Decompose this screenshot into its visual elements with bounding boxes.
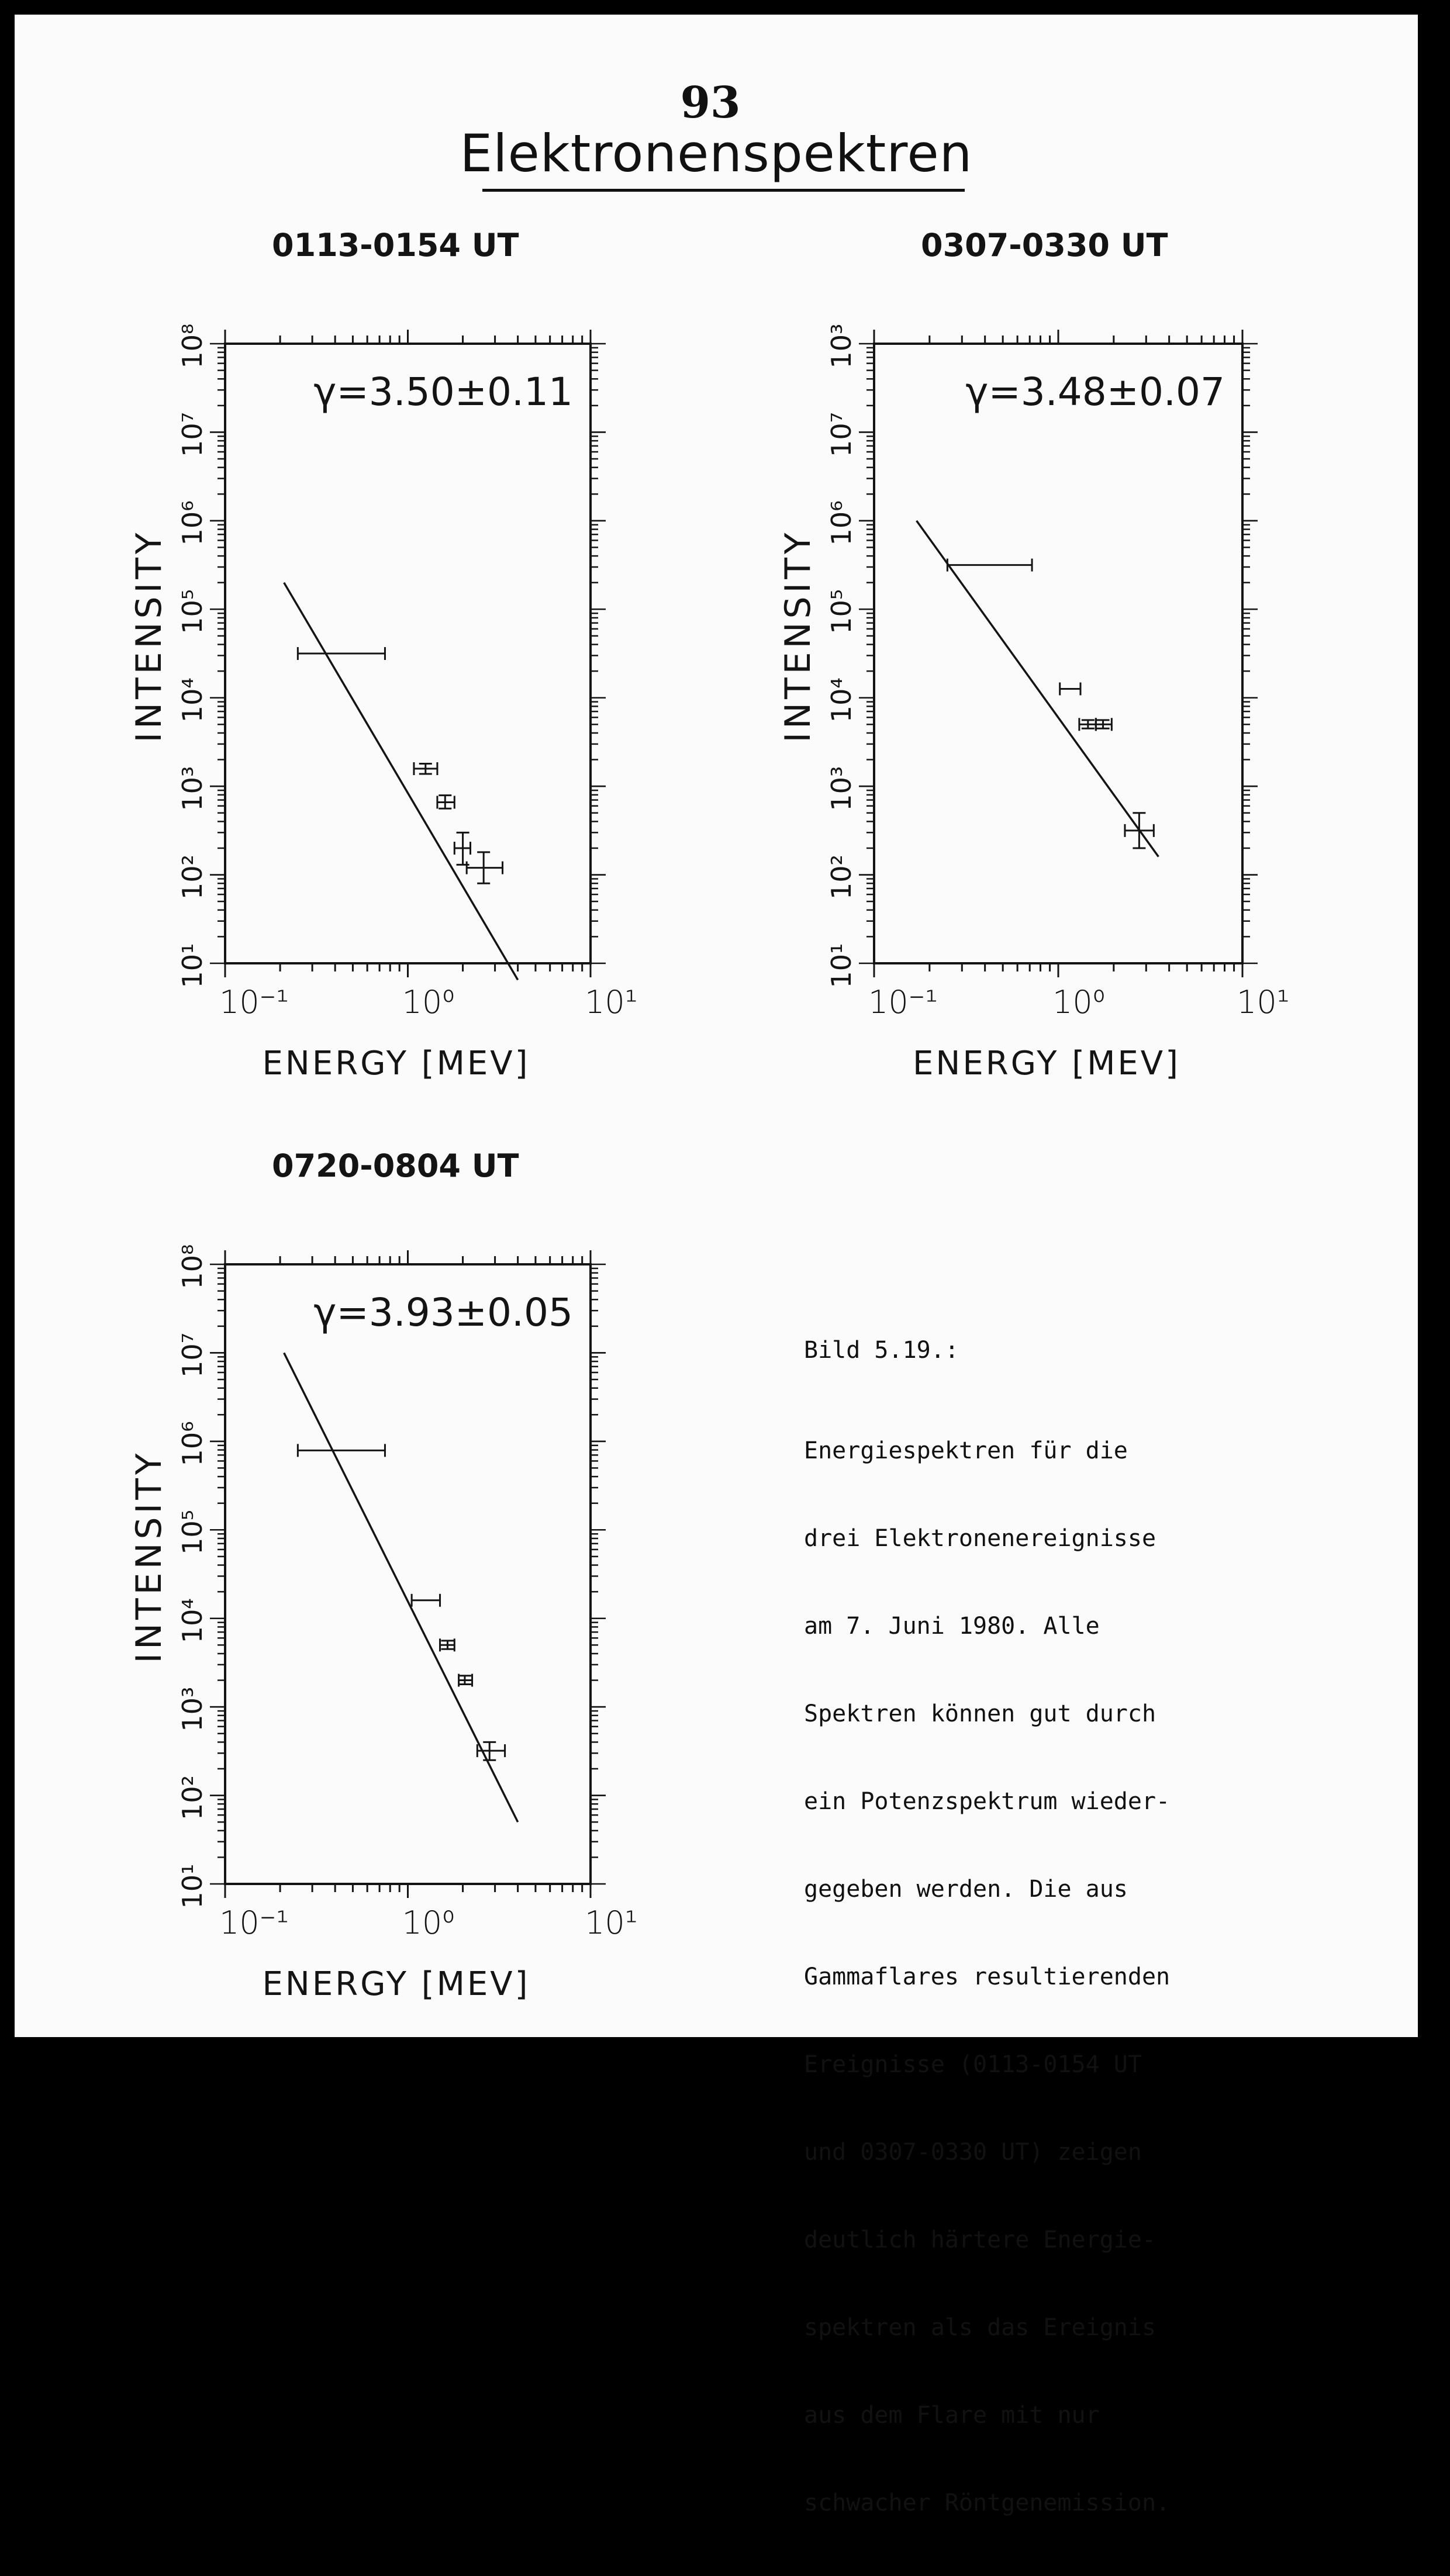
caption-line: Ereignisse (0113-0154 UT	[804, 2051, 1142, 2078]
caption-line: und 0307-0330 UT) zeigen	[804, 2139, 1142, 2166]
y-tick-label: 10⁷	[826, 412, 857, 457]
chart-panel	[129, 227, 637, 1083]
caption-line: gegeben werden. Die aus	[804, 1876, 1128, 1903]
y-tick-label: 10⁷	[177, 412, 208, 457]
data-point	[298, 1444, 385, 1457]
data-point	[1079, 718, 1096, 731]
y-tick-label: 10⁵	[177, 1509, 208, 1555]
caption-line: deutlich härtere Energie-	[804, 2226, 1156, 2253]
caption-line: aus dem Flare mit nur	[804, 2402, 1100, 2429]
caption-line: spektren als das Ereignis	[804, 2314, 1156, 2341]
y-tick-label: 10⁶	[826, 500, 857, 546]
y-axis-label: INTENSITY	[129, 1450, 170, 1664]
x-axis-label: ENERGY [MEV]	[913, 1045, 1180, 1083]
caption-line: Gammaflares resultierenden	[804, 1963, 1171, 1990]
y-tick-label: 10³	[177, 1686, 208, 1732]
power-law-fit-line	[284, 1353, 518, 1822]
y-tick-label: 10¹	[177, 943, 208, 988]
plot-frame	[225, 344, 591, 963]
y-tick-label: 10⁷	[177, 1332, 208, 1378]
page-title: Elektronenspektren	[460, 123, 973, 184]
y-tick-label: 10⁵	[177, 589, 208, 634]
y-axis-label: INTENSITY	[129, 529, 170, 743]
power-law-fit-line	[917, 521, 1159, 857]
data-point	[1096, 718, 1111, 731]
y-tick-label: 10⁶	[177, 1421, 208, 1467]
caption-line: drei Elektronenereignisse	[804, 1525, 1156, 1552]
caption-line: ein Potenzspektrum wieder-	[804, 1788, 1171, 1815]
chart-title: 0307-0330 UT	[921, 227, 1168, 264]
data-point	[414, 762, 437, 775]
gamma-annotation: γ=3.48±0.07	[965, 369, 1225, 414]
plot-frame	[874, 344, 1242, 963]
data-point	[298, 647, 385, 660]
x-tick-label: 10⁰	[402, 984, 455, 1021]
y-tick-label: 10²	[826, 855, 857, 900]
gamma-annotation: γ=3.93±0.05	[313, 1290, 573, 1335]
plot-frame	[225, 1264, 591, 1884]
y-tick-label: 10⁸	[177, 1244, 208, 1289]
y-tick-label: 10⁴	[177, 1598, 208, 1644]
caption-line: am 7. Juni 1980. Alle	[804, 1613, 1100, 1640]
x-tick-label: 10¹	[585, 1904, 638, 1941]
x-axis-label: ENERGY [MEV]	[262, 1045, 530, 1083]
data-point	[454, 832, 470, 865]
y-tick-label: 10⁴	[826, 677, 857, 723]
x-tick-label: 10¹	[585, 984, 638, 1021]
data-point	[440, 1638, 455, 1651]
y-tick-label: 10¹	[177, 1863, 208, 1909]
y-tick-label: 10⁵	[826, 589, 857, 634]
data-point	[477, 1742, 505, 1760]
chart-panel	[129, 1147, 637, 2003]
power-law-fit-line	[284, 583, 518, 980]
y-tick-label: 10²	[177, 1775, 208, 1821]
x-tick-label: 10⁻¹	[219, 984, 289, 1021]
y-tick-label: 10²	[177, 855, 208, 900]
y-axis-label: INTENSITY	[778, 529, 819, 743]
data-point	[947, 559, 1032, 572]
caption-line: Spektren können gut durch	[804, 1700, 1156, 1727]
caption-line: Energiespektren für die	[804, 1437, 1128, 1464]
y-tick-label: 10³	[826, 766, 857, 811]
y-tick-label: 10³	[177, 766, 208, 811]
data-point	[412, 1594, 440, 1607]
x-tick-label: 10¹	[1237, 984, 1290, 1021]
x-axis-label: ENERGY [MEV]	[262, 1965, 530, 2003]
x-tick-label: 10⁻¹	[868, 984, 938, 1021]
page-number: 93	[680, 78, 741, 128]
data-point	[458, 1674, 472, 1687]
x-tick-label: 10⁰	[1052, 984, 1106, 1021]
y-tick-label: 10³	[826, 323, 857, 369]
chart-panel	[778, 227, 1289, 1083]
data-point	[467, 852, 502, 883]
x-tick-label: 10⁻¹	[219, 1904, 289, 1941]
chart-title: 0720-0804 UT	[272, 1147, 519, 1184]
x-tick-label: 10⁰	[402, 1904, 455, 1941]
y-tick-label: 10⁶	[177, 500, 208, 546]
caption-line: schwacher Röntgenemission.	[804, 2489, 1171, 2516]
gamma-annotation: γ=3.50±0.11	[313, 369, 573, 414]
data-point	[1060, 683, 1080, 696]
y-tick-label: 10¹	[826, 943, 857, 988]
y-tick-label: 10⁸	[177, 323, 208, 369]
y-tick-label: 10⁴	[177, 677, 208, 723]
chart-title: 0113-0154 UT	[272, 227, 519, 264]
data-point	[437, 796, 454, 809]
caption-title: Bild 5.19.:	[804, 1337, 959, 1364]
